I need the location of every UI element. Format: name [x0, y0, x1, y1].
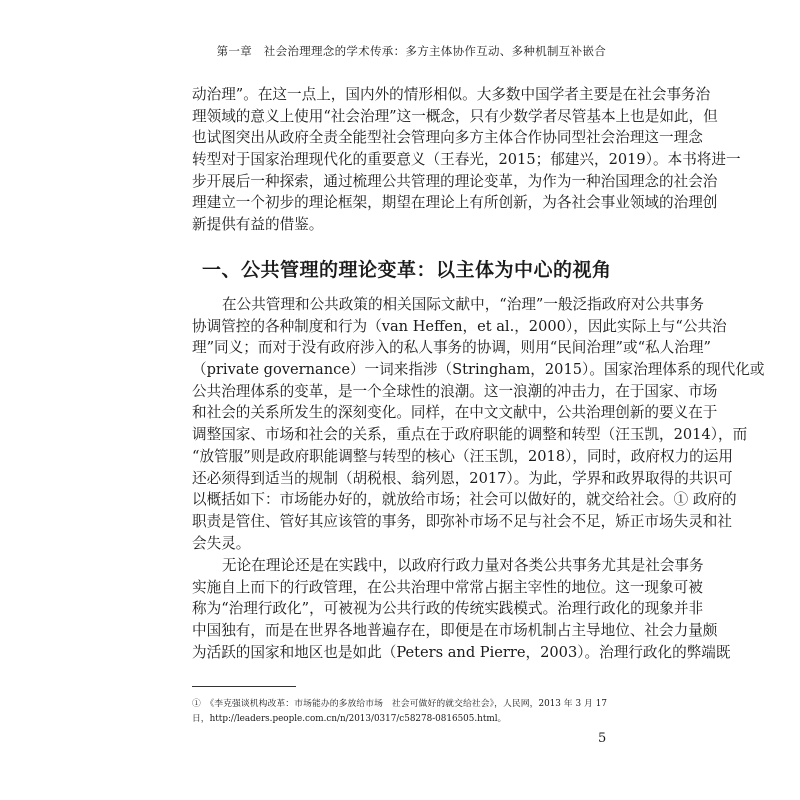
footnote-divider [192, 686, 296, 687]
text-line: 也试图突出从政府全责全能型社会管理向多方主体合作协同型社会治理这一理念 [192, 129, 703, 147]
text-line: 职责是管住、管好其应该管的事务，即弥补市场不足与社会不足，矫正市场失灵和社 [192, 512, 732, 530]
text-line: 会失灵。 [192, 534, 251, 552]
text-line: 新提供有益的借鉴。 [192, 216, 324, 234]
text-line: 理领域的意义上使用“社会治理”这一概念，只有少数学者尽管基本上也是如此，但 [192, 107, 718, 125]
text-line: 在公共管理和公共政策的相关国际文献中，“治理”一般泛指政府对公共事务 [222, 296, 704, 313]
footnote [192, 697, 607, 727]
text-line: 动治理”。在这一点上，国内外的情形相似。大多数中国学者主要是在社会事务治 [192, 86, 711, 103]
paragraph-2 [192, 294, 765, 554]
text-line: “放管服”则是政府职能调整与转型的核心（汪玉凯，2018），同时，政府权力的运用 [192, 447, 733, 465]
text-line: 协调管控的各种制度和行为（van Heffen，et al.，2000），因此实际上与“公共治 [192, 317, 727, 335]
text-line: 公共治理体系的变革，是一个全球性的浪潮。这一浪潮的冲击力，在于国家、市场 [192, 382, 718, 400]
text-line: 为活跃的国家和地区也是如此（Peters and Pierre，2003）。治理行政化的弊端既 [192, 643, 731, 661]
text-line: 还必须得到适当的规制（胡税根、翁列恩，2017）。为此，学界和政界取得的共识可 [192, 469, 733, 487]
text-line: 以概括如下：市场能办好的，就放给市场；社会可以做好的，就交给社会。① 政府的 [192, 491, 737, 509]
text-line: 转型对于国家治理现代化的重要意义（王春光，2015；郁建兴，2019）。本书将进一 [192, 151, 741, 169]
text-line: 理建立一个初步的理论框架，期望在理论上有所创新，为各社会事业领域的治理创 [192, 194, 718, 212]
paragraph-3 [192, 555, 731, 663]
page-number: 5 [598, 731, 607, 746]
text-line: 无论在理论还是在实践中，以政府行政力量对各类公共事务尤其是社会事务 [222, 557, 704, 574]
section-heading: 一、公共管理的理论变革：以主体为中心的视角 [202, 259, 612, 281]
running-header: 第一章 社会治理理念的学术传承：多方主体协作互动、多种机制互补嵌合 [216, 44, 606, 58]
text-line: 中国独有，而是在世界各地普遍存在，即便是在市场机制占主导地位、社会力量颇 [192, 622, 718, 640]
text-line: 步开展后一种探索，通过梳理公共管理的理论变革，为作为一种治国理念的社会治 [192, 172, 718, 190]
text-line: 和社会的关系所发生的深刻变化。同样，在中文文献中，公共治理创新的要义在于 [192, 404, 718, 422]
paragraph-continued [192, 84, 741, 236]
text-line: 称为“治理行政化”，可被视为公共行政的传统实践模式。治理行政化的现象并非 [192, 600, 704, 618]
text-line: 调整国家、市场和社会的关系，重点在于政府职能的调整和转型（汪玉凯，2014），而 [192, 426, 748, 444]
text-line: 实施自上而下的行政管理，在公共治理中常常占据主宰性的地位。这一现象可被 [192, 578, 703, 596]
text-line: 理”同义；而对于没有政府涉入的私人事务的协调，则用“民间治理”或“私人治理” [192, 339, 711, 357]
footnote-line: ① 《李克强谈机构改革：市场能办的多放给市场 社会可做好的就交给社会》，人民网，2013 年 3 月 17 [192, 699, 607, 709]
footnote-line: 日，http://leaders.people.com.cn/n/2013/0317/c58278-0816505.html。 [192, 714, 507, 724]
text-line: （private governance）一词来指涉（Stringham，2015）。国家治理体系的现代化或 [192, 361, 765, 379]
